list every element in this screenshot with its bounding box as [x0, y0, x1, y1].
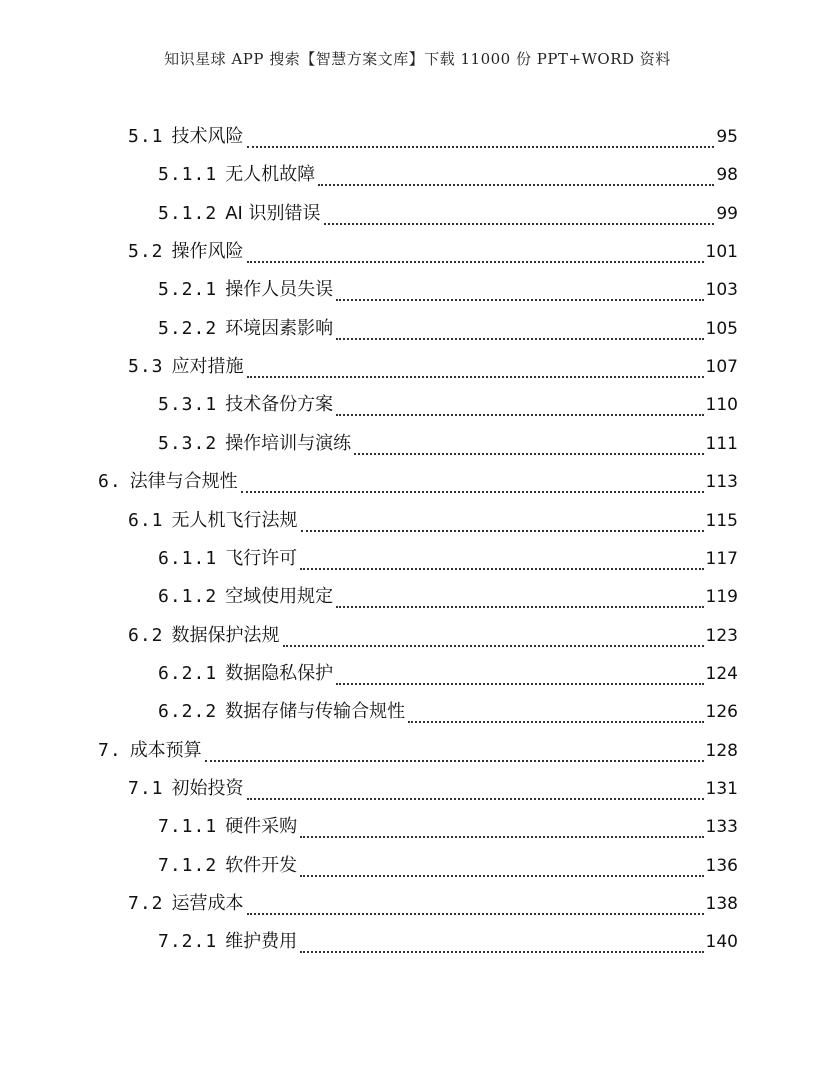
toc-entry-title: 数据隐私保护 — [225, 662, 334, 684]
toc-entry-page: 140 — [705, 932, 738, 953]
toc-entry-number: 7.1.2 — [158, 854, 218, 876]
toc-entry[interactable] — [158, 386, 738, 424]
toc-entry-page: 128 — [705, 740, 738, 761]
toc-leader-dots — [241, 491, 704, 493]
toc-entry-title: 操作培训与演练 — [225, 432, 352, 454]
toc-entry[interactable] — [128, 885, 738, 923]
toc-entry[interactable] — [128, 770, 738, 808]
toc-entry-number: 7.1.1 — [158, 816, 218, 838]
toc-entry-title: 硬件采购 — [225, 816, 298, 838]
toc-entry-page: 126 — [705, 702, 738, 723]
toc-entry-page: 115 — [705, 510, 738, 531]
toc-leader-dots — [336, 606, 703, 608]
toc-entry-number: 6.1 — [128, 509, 164, 531]
toc-entry-title: 维护费用 — [225, 931, 298, 953]
toc-entry-title: 成本预算 — [129, 739, 202, 761]
toc-leader-dots — [247, 376, 704, 378]
toc-entry-page: 105 — [705, 318, 738, 339]
toc-leader-dots — [324, 223, 715, 225]
toc-entry-title: 环境因素影响 — [225, 317, 334, 339]
toc-entry-number: 5.1.1 — [158, 164, 218, 186]
toc-leader-dots — [408, 721, 703, 723]
toc-entry[interactable] — [158, 195, 738, 233]
toc-entry-page: 111 — [705, 433, 738, 454]
toc-entry-number: 5.1.2 — [158, 202, 218, 224]
toc-entry-title: 操作风险 — [171, 241, 244, 263]
toc-entry[interactable] — [158, 156, 738, 194]
toc-leader-dots — [300, 836, 703, 838]
toc-entry[interactable] — [98, 732, 738, 770]
toc-entry-number: 5.3.1 — [158, 394, 218, 416]
toc-entry-page: 110 — [705, 395, 738, 416]
toc-leader-dots — [247, 913, 704, 915]
toc-entry-number: 6.2 — [128, 624, 164, 646]
toc-entry-number: 6.2.2 — [158, 701, 218, 723]
toc-entry-number: 5.2.2 — [158, 317, 218, 339]
toc-entry-page: 124 — [705, 663, 738, 684]
toc-entry-page: 103 — [705, 280, 738, 301]
toc-leader-dots — [300, 951, 703, 953]
toc-entry-number: 6.2.1 — [158, 662, 218, 684]
toc-entry-title: 操作人员失误 — [225, 279, 334, 301]
toc-entry[interactable] — [158, 310, 738, 348]
toc-leader-dots — [300, 568, 703, 570]
toc-entry[interactable] — [128, 233, 738, 271]
toc-entry-page: 98 — [716, 165, 738, 186]
toc-entry-page: 117 — [705, 548, 738, 569]
page-header: 知识星球 APP 搜索【智慧方案文库】下载 11000 份 PPT+WORD 资料 — [164, 50, 671, 68]
toc-entry-number: 6. — [98, 471, 122, 493]
toc-entry-title: AI 识别错误 — [225, 202, 321, 224]
toc-entry-number: 5.2.1 — [158, 279, 218, 301]
toc-entry-title: 数据保护法规 — [171, 624, 280, 646]
toc-leader-dots — [354, 453, 703, 455]
toc-entry[interactable] — [98, 463, 738, 501]
toc-entry[interactable] — [128, 502, 738, 540]
toc-entry-title: 初始投资 — [171, 777, 244, 799]
toc-entry-page: 131 — [705, 778, 738, 799]
toc-entry-number: 5.3 — [128, 356, 164, 378]
toc-entry-number: 7.2.1 — [158, 931, 218, 953]
toc-entry[interactable] — [158, 847, 738, 885]
toc-entry-title: 无人机故障 — [225, 164, 316, 186]
toc-leader-dots — [205, 760, 704, 762]
toc-leader-dots — [247, 146, 715, 148]
toc-entry-title: 技术备份方案 — [225, 394, 334, 416]
toc-entry[interactable] — [158, 693, 738, 731]
toc-entry-title: 无人机飞行法规 — [171, 509, 298, 531]
toc-entry[interactable] — [158, 540, 738, 578]
toc-leader-dots — [247, 261, 704, 263]
toc-entry-number: 5.2 — [128, 241, 164, 263]
toc-entry-page: 136 — [705, 855, 738, 876]
toc-entry-number: 5.3.2 — [158, 432, 218, 454]
toc-leader-dots — [336, 683, 703, 685]
toc-leader-dots — [247, 798, 704, 800]
toc-entry-page: 133 — [705, 817, 738, 838]
toc-entry-title: 数据存储与传输合规性 — [225, 701, 406, 723]
toc-entry-title: 软件开发 — [225, 854, 298, 876]
toc-entry[interactable] — [128, 118, 738, 156]
toc-entry-title: 运营成本 — [171, 893, 244, 914]
toc-entry-page: 138 — [705, 894, 738, 914]
toc-entry[interactable] — [128, 617, 738, 655]
toc-entry-number: 7.1 — [128, 777, 164, 799]
toc-entry-title: 技术风险 — [171, 126, 244, 147]
toc-entry-page: 123 — [705, 625, 738, 646]
toc-entry-title: 空域使用规定 — [225, 586, 334, 608]
toc-entry-number: 7. — [98, 739, 122, 761]
toc-leader-dots — [301, 530, 704, 532]
toc-entry[interactable] — [158, 808, 738, 846]
toc-entry-title: 飞行许可 — [225, 547, 298, 569]
toc-leader-dots — [318, 184, 714, 186]
toc-entry[interactable] — [128, 348, 738, 386]
toc-leader-dots — [336, 414, 703, 416]
toc-entry-page: 119 — [705, 587, 738, 608]
toc-entry-number: 6.1.2 — [158, 586, 218, 608]
toc-entry[interactable] — [158, 578, 738, 616]
toc-leader-dots — [283, 645, 704, 647]
toc-entry-number: 7.2 — [128, 893, 164, 914]
toc-leader-dots — [336, 299, 703, 301]
toc-entry-page: 99 — [716, 203, 738, 224]
toc-entry[interactable] — [158, 271, 738, 309]
toc-entry-title: 应对措施 — [171, 356, 244, 378]
toc-entry-page: 113 — [705, 472, 738, 493]
toc-entry-number: 6.1.1 — [158, 547, 218, 569]
toc-entry-number: 5.1 — [128, 126, 164, 147]
toc-entry-page: 101 — [705, 242, 738, 263]
toc-leader-dots — [300, 875, 703, 877]
toc-entry[interactable] — [158, 923, 738, 961]
toc-entry-page: 107 — [705, 357, 738, 378]
toc-entry[interactable] — [158, 655, 738, 693]
toc-entry[interactable] — [158, 425, 738, 463]
toc-leader-dots — [336, 338, 703, 340]
toc-entry-page: 95 — [716, 127, 738, 147]
toc-entry-title: 法律与合规性 — [129, 471, 238, 493]
